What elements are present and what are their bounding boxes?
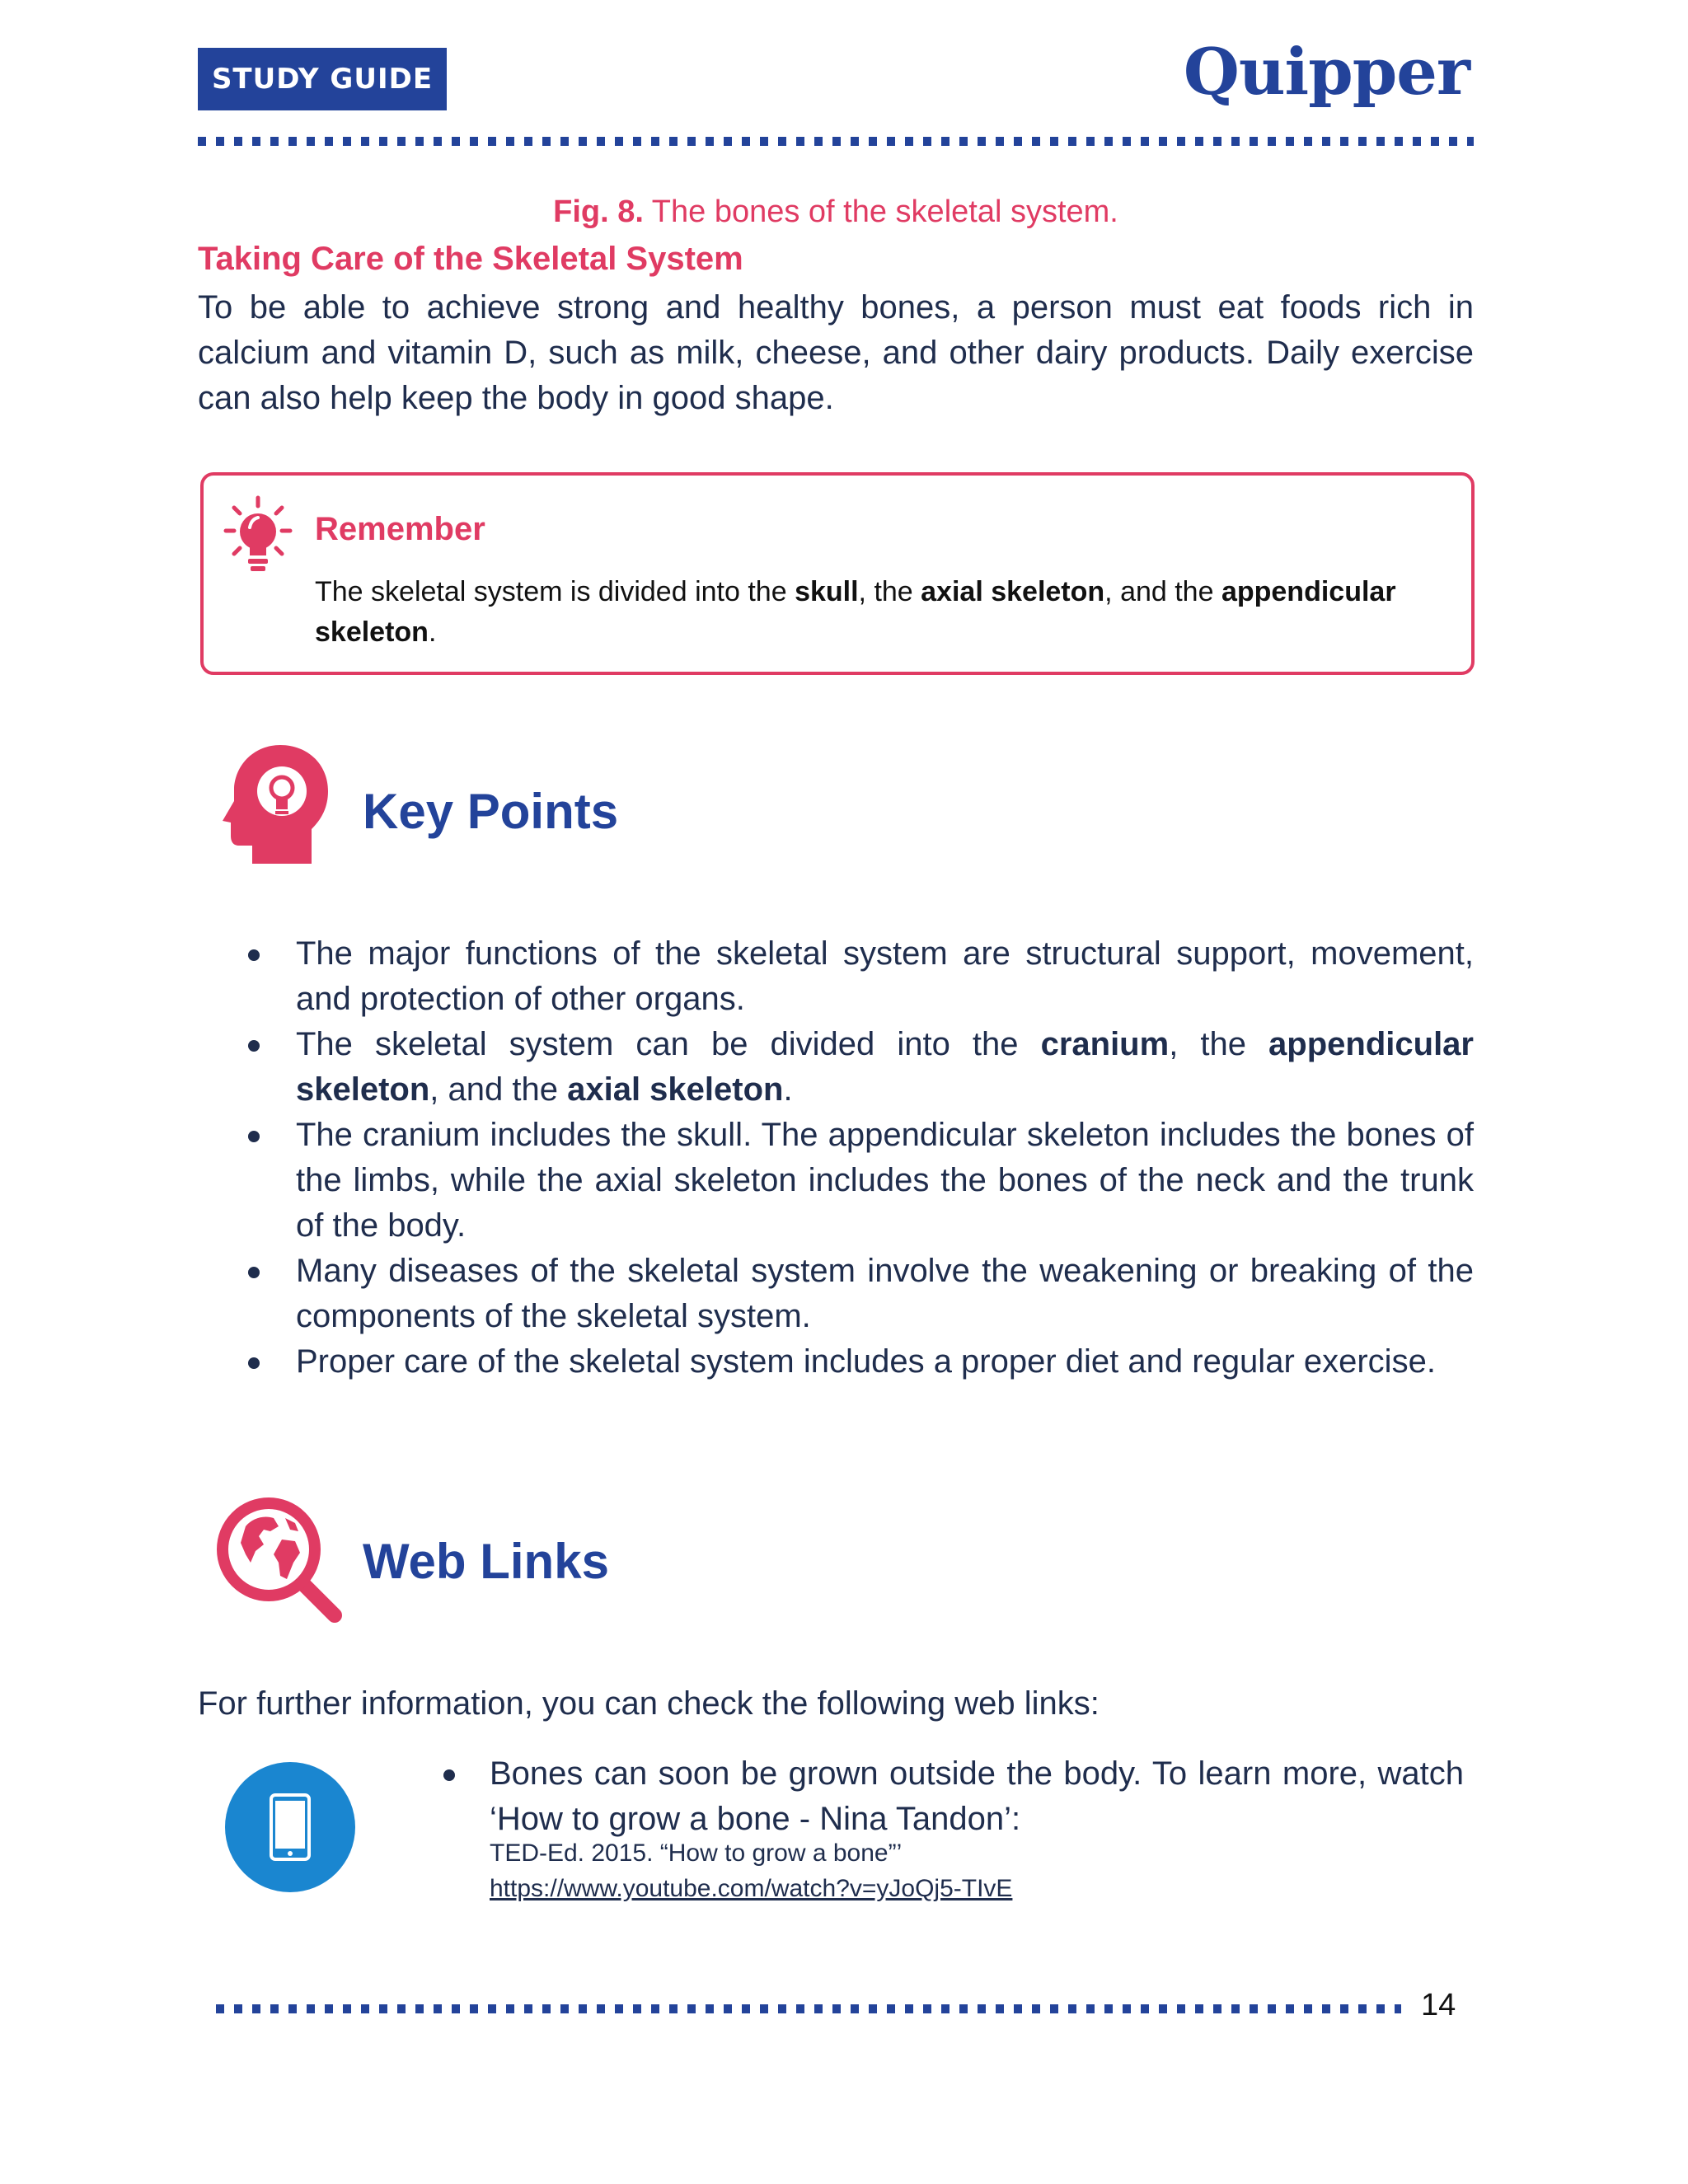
term-appendicular-skeleton: appendicular skeleton xyxy=(315,576,1396,648)
web-links-title: Web Links xyxy=(363,1534,609,1589)
bullet-dot xyxy=(248,1131,260,1142)
figure-caption xyxy=(198,194,1474,230)
header-divider xyxy=(198,137,1474,146)
bullet-dot xyxy=(248,949,260,961)
remember-text-part: The skeletal system is divided into the xyxy=(315,576,795,607)
list-item-text: Proper care of the skeletal system includes a proper diet and regular exercise. xyxy=(296,1343,1436,1380)
figure-label: Fig. 8. xyxy=(553,194,644,229)
remember-text-part: , the xyxy=(858,576,921,607)
bullet-dot xyxy=(443,1769,455,1781)
key-points-title: Key Points xyxy=(363,784,619,839)
web-link-description: Bones can soon be grown outside the body. To learn more, watch ‘How to grow a bone - Nina Tandon’: xyxy=(490,1755,1464,1837)
section-paragraph: To be able to achieve strong and healthy bones, a person must eat foods rich in calcium and vitamin D, such as milk, cheese, and other dairy products. Daily exercise can also help keep the body in good shape. xyxy=(198,289,1474,416)
figure-caption-text: The bones of the skeletal system. xyxy=(643,194,1118,229)
list-item-text: . xyxy=(783,1071,793,1108)
remember-title: Remember xyxy=(315,511,485,547)
head-lightbulb-icon xyxy=(223,740,331,865)
remember-text-part: , and the xyxy=(1104,576,1221,607)
term-cranium: cranium xyxy=(1040,1026,1170,1062)
bullet-dot xyxy=(248,1357,260,1369)
web-link-item xyxy=(442,1751,1464,1842)
page-number: 14 xyxy=(1421,1988,1456,2022)
study-guide-badge: STUDY GUIDE xyxy=(198,48,447,110)
list-item-text: The cranium includes the skull. The appendicular skeleton includes the bones of the limbs, while the axial skeleton includes the bones of the neck and the trunk of the body. xyxy=(296,1117,1474,1244)
globe-magnifier-icon xyxy=(213,1493,343,1624)
list-item xyxy=(243,1022,1474,1113)
term-axial-skeleton: axial skeleton xyxy=(567,1071,784,1108)
remember-text-part: . xyxy=(428,616,437,648)
bullet-dot xyxy=(248,1267,260,1278)
list-item xyxy=(243,1113,1474,1249)
list-item-text: The major functions of the skeletal system are structural support, movement, and protection of other organs. xyxy=(296,935,1474,1017)
list-item-text: , the xyxy=(1169,1026,1269,1062)
term-axial-skeleton: axial skeleton xyxy=(921,576,1105,607)
web-links-intro: For further information, you can check the following web links: xyxy=(198,1685,1100,1722)
quipper-logo: Quipper xyxy=(1183,35,1470,110)
list-item xyxy=(243,931,1474,1022)
section-heading: Taking Care of the Skeletal System xyxy=(198,241,743,277)
list-item-text: Many diseases of the skeletal system involve the weakening or breaking of the components of the skeletal system. xyxy=(296,1253,1474,1334)
key-points-list xyxy=(243,931,1474,1385)
web-link-url[interactable]: https://www.youtube.com/watch?v=yJoQj5-TIvE xyxy=(490,1875,1013,1902)
web-link-source: TED-Ed. 2015. “How to grow a bone”’ xyxy=(490,1840,903,1867)
remember-text xyxy=(315,572,1419,653)
footer-divider xyxy=(216,2004,1401,2013)
lightbulb-icon xyxy=(223,494,293,577)
tablet-icon xyxy=(225,1762,355,1892)
list-item-text: The skeletal system can be divided into the xyxy=(296,1026,1041,1062)
list-item xyxy=(243,1339,1474,1385)
list-item xyxy=(243,1249,1474,1339)
term-skull: skull xyxy=(795,576,859,607)
list-item-text: , and the xyxy=(429,1071,568,1108)
bullet-dot xyxy=(248,1040,260,1052)
term-appendicular-skeleton: appendicular skeleton xyxy=(296,1026,1474,1108)
